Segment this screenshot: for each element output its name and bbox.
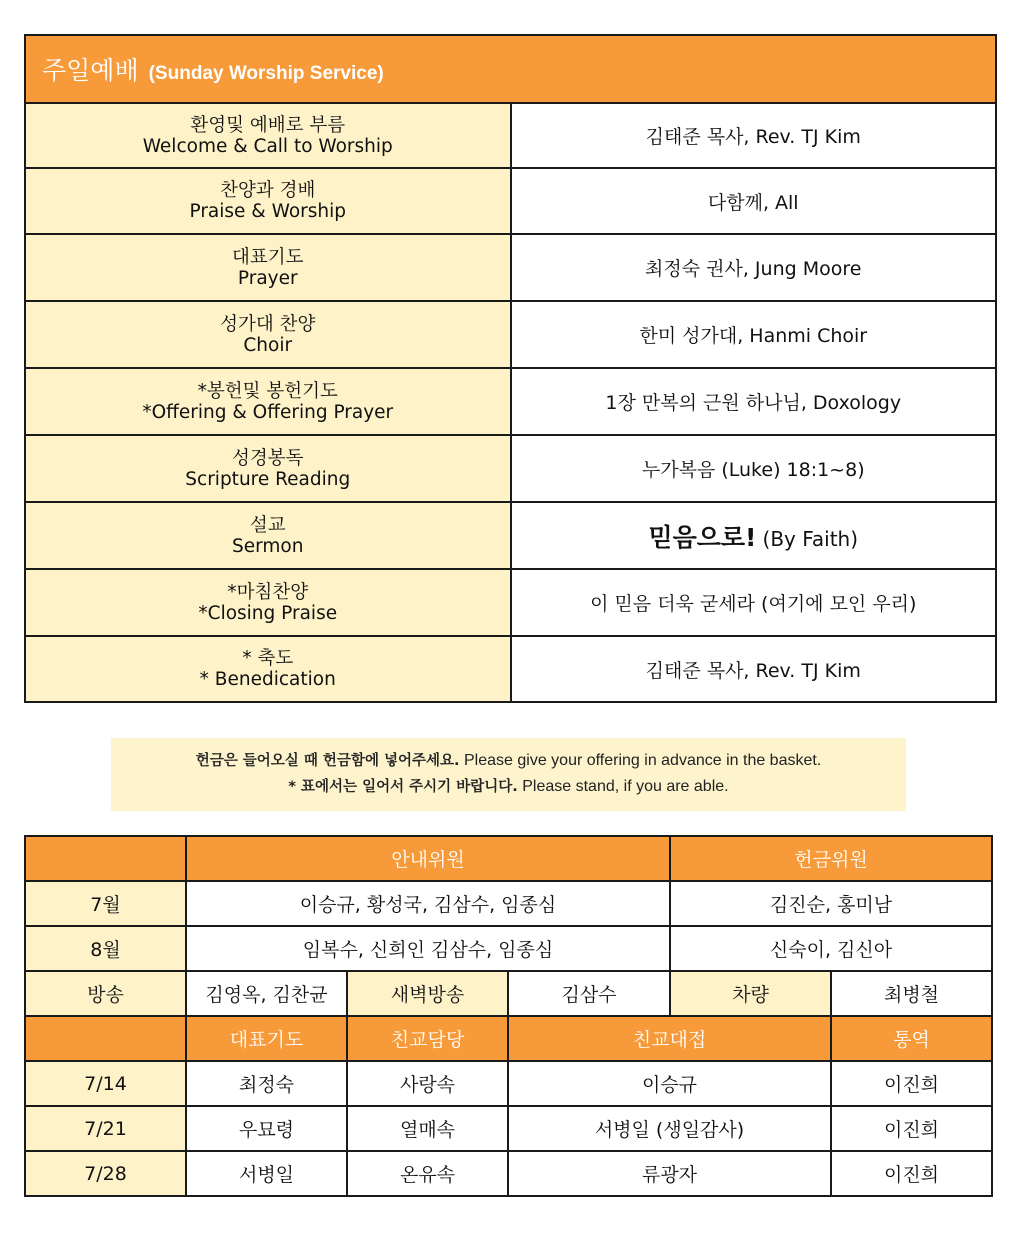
service-item-label: [25, 234, 511, 301]
service-title-en: (Sunday Worship Service): [148, 63, 384, 84]
fellowship-host: 류광자: [508, 1151, 831, 1196]
notice-line-2-ko: * 표에서는 일어서 주시기 바랍니다.: [288, 779, 518, 795]
notice-line-1-ko: 헌금은 들어오실 때 헌금함에 넣어주세요.: [195, 753, 460, 769]
prayer-name: 서병일: [186, 1151, 347, 1196]
label-en: Sermon: [232, 535, 304, 557]
label-en: * Benedication: [199, 669, 336, 690]
fellowship-group: 열매속: [347, 1106, 508, 1151]
usher-names: 이승규, 황성국, 김삼수, 임종심: [186, 881, 670, 926]
service-item-label: [25, 368, 511, 435]
vehicle-label: 차량: [670, 971, 831, 1016]
offering-notice: [111, 738, 906, 811]
broadcast-label: 방송: [25, 971, 186, 1016]
offering-names: 신숙이, 김신아: [670, 926, 992, 971]
weekly-corner-cell: [25, 1016, 186, 1061]
month-label: 7월: [25, 881, 186, 926]
label-ko: 찬양과 경배: [220, 180, 316, 201]
label-ko: 성가대 찬양: [220, 313, 316, 335]
sermon-title: [511, 502, 997, 569]
service-item-label: [25, 569, 511, 636]
notice-line-1-en: Please give your offering in advance in the basket.: [464, 752, 822, 769]
service-item-label: [25, 103, 511, 168]
service-item-value: 한미 성가대, Hanmi Choir: [511, 301, 997, 368]
label-en: *Offering & Offering Prayer: [142, 401, 394, 423]
service-item-value: 이 믿음 더욱 굳세라 (여기에 모인 우리): [511, 569, 997, 636]
label-ko: 설교: [249, 514, 286, 536]
service-item-label: [25, 301, 511, 368]
service-item-label: [25, 502, 511, 569]
notice-line-1: [111, 748, 906, 774]
prayer-name: 최정숙: [186, 1061, 347, 1106]
label-en: *Closing Praise: [198, 602, 338, 624]
service-item-value: 누가복음 (Luke) 18:1~8): [511, 435, 997, 502]
dawn-broadcast-label: 새벽방송: [347, 971, 508, 1016]
service-item-label: [25, 636, 511, 702]
label-en: Scripture Reading: [185, 468, 351, 490]
fellowship-host: 서병일 (생일감사): [508, 1106, 831, 1151]
fellowship-group: 사랑속: [347, 1061, 508, 1106]
service-item-value: 다함께, All: [511, 168, 997, 234]
label-en: Praise & Worship: [189, 201, 346, 222]
service-item-label: [25, 168, 511, 234]
usher-header: 안내위원: [186, 836, 670, 881]
interpreter-name: 이진희: [831, 1106, 992, 1151]
label-ko: 환영및 예배로 부름: [190, 114, 346, 136]
fellowship-group-header: 친교담당: [347, 1016, 508, 1061]
label-ko: *마침찬양: [227, 581, 309, 603]
interpreter-header: 통역: [831, 1016, 992, 1061]
label-ko: 대표기도: [232, 246, 304, 268]
fellowship-group: 온유속: [347, 1151, 508, 1196]
service-order-table: [24, 34, 997, 703]
service-title: [25, 35, 996, 103]
week-date: 7/28: [25, 1151, 186, 1196]
notice-line-2-en: Please stand, if you are able.: [522, 778, 729, 795]
interpreter-name: 이진희: [831, 1061, 992, 1106]
week-date: 7/21: [25, 1106, 186, 1151]
label-ko: *봉헌및 봉헌기도: [197, 380, 338, 402]
label-en: Prayer: [237, 267, 298, 289]
prayer-header: 대표기도: [186, 1016, 347, 1061]
duty-roster-table: [24, 835, 993, 1197]
dawn-broadcast-name: 김삼수: [508, 971, 670, 1016]
label-en: Choir: [243, 334, 293, 356]
service-item-value: 최정숙 권사, Jung Moore: [511, 234, 997, 301]
service-item-value: 1장 만복의 근원 하나님, Doxology: [511, 368, 997, 435]
service-item-value: 김태준 목사, Rev. TJ Kim: [511, 636, 997, 702]
week-date: 7/14: [25, 1061, 186, 1106]
fellowship-host-header: 친교대접: [508, 1016, 831, 1061]
notice-line-2: [111, 774, 906, 800]
fellowship-host: 이승규: [508, 1061, 831, 1106]
roster-corner-cell: [25, 836, 186, 881]
label-en: Welcome & Call to Worship: [142, 135, 393, 157]
sermon-title-en: (By Faith): [762, 526, 859, 551]
usher-names: 임복수, 신희인 김삼수, 임종심: [186, 926, 670, 971]
service-item-value: 김태준 목사, Rev. TJ Kim: [511, 103, 997, 168]
sermon-title-ko: 믿음으로!: [648, 522, 757, 552]
service-item-label: [25, 435, 511, 502]
broadcast-names: 김영옥, 김찬균: [186, 971, 347, 1016]
vehicle-name: 최병철: [831, 971, 992, 1016]
offering-names: 김진순, 홍미남: [670, 881, 992, 926]
month-label: 8월: [25, 926, 186, 971]
label-ko: 성경봉독: [232, 447, 304, 469]
service-title-ko: 주일예배: [42, 56, 139, 85]
offering-header: 헌금위원: [670, 836, 992, 881]
interpreter-name: 이진희: [831, 1151, 992, 1196]
label-ko: * 축도: [242, 648, 294, 669]
prayer-name: 우묘령: [186, 1106, 347, 1151]
